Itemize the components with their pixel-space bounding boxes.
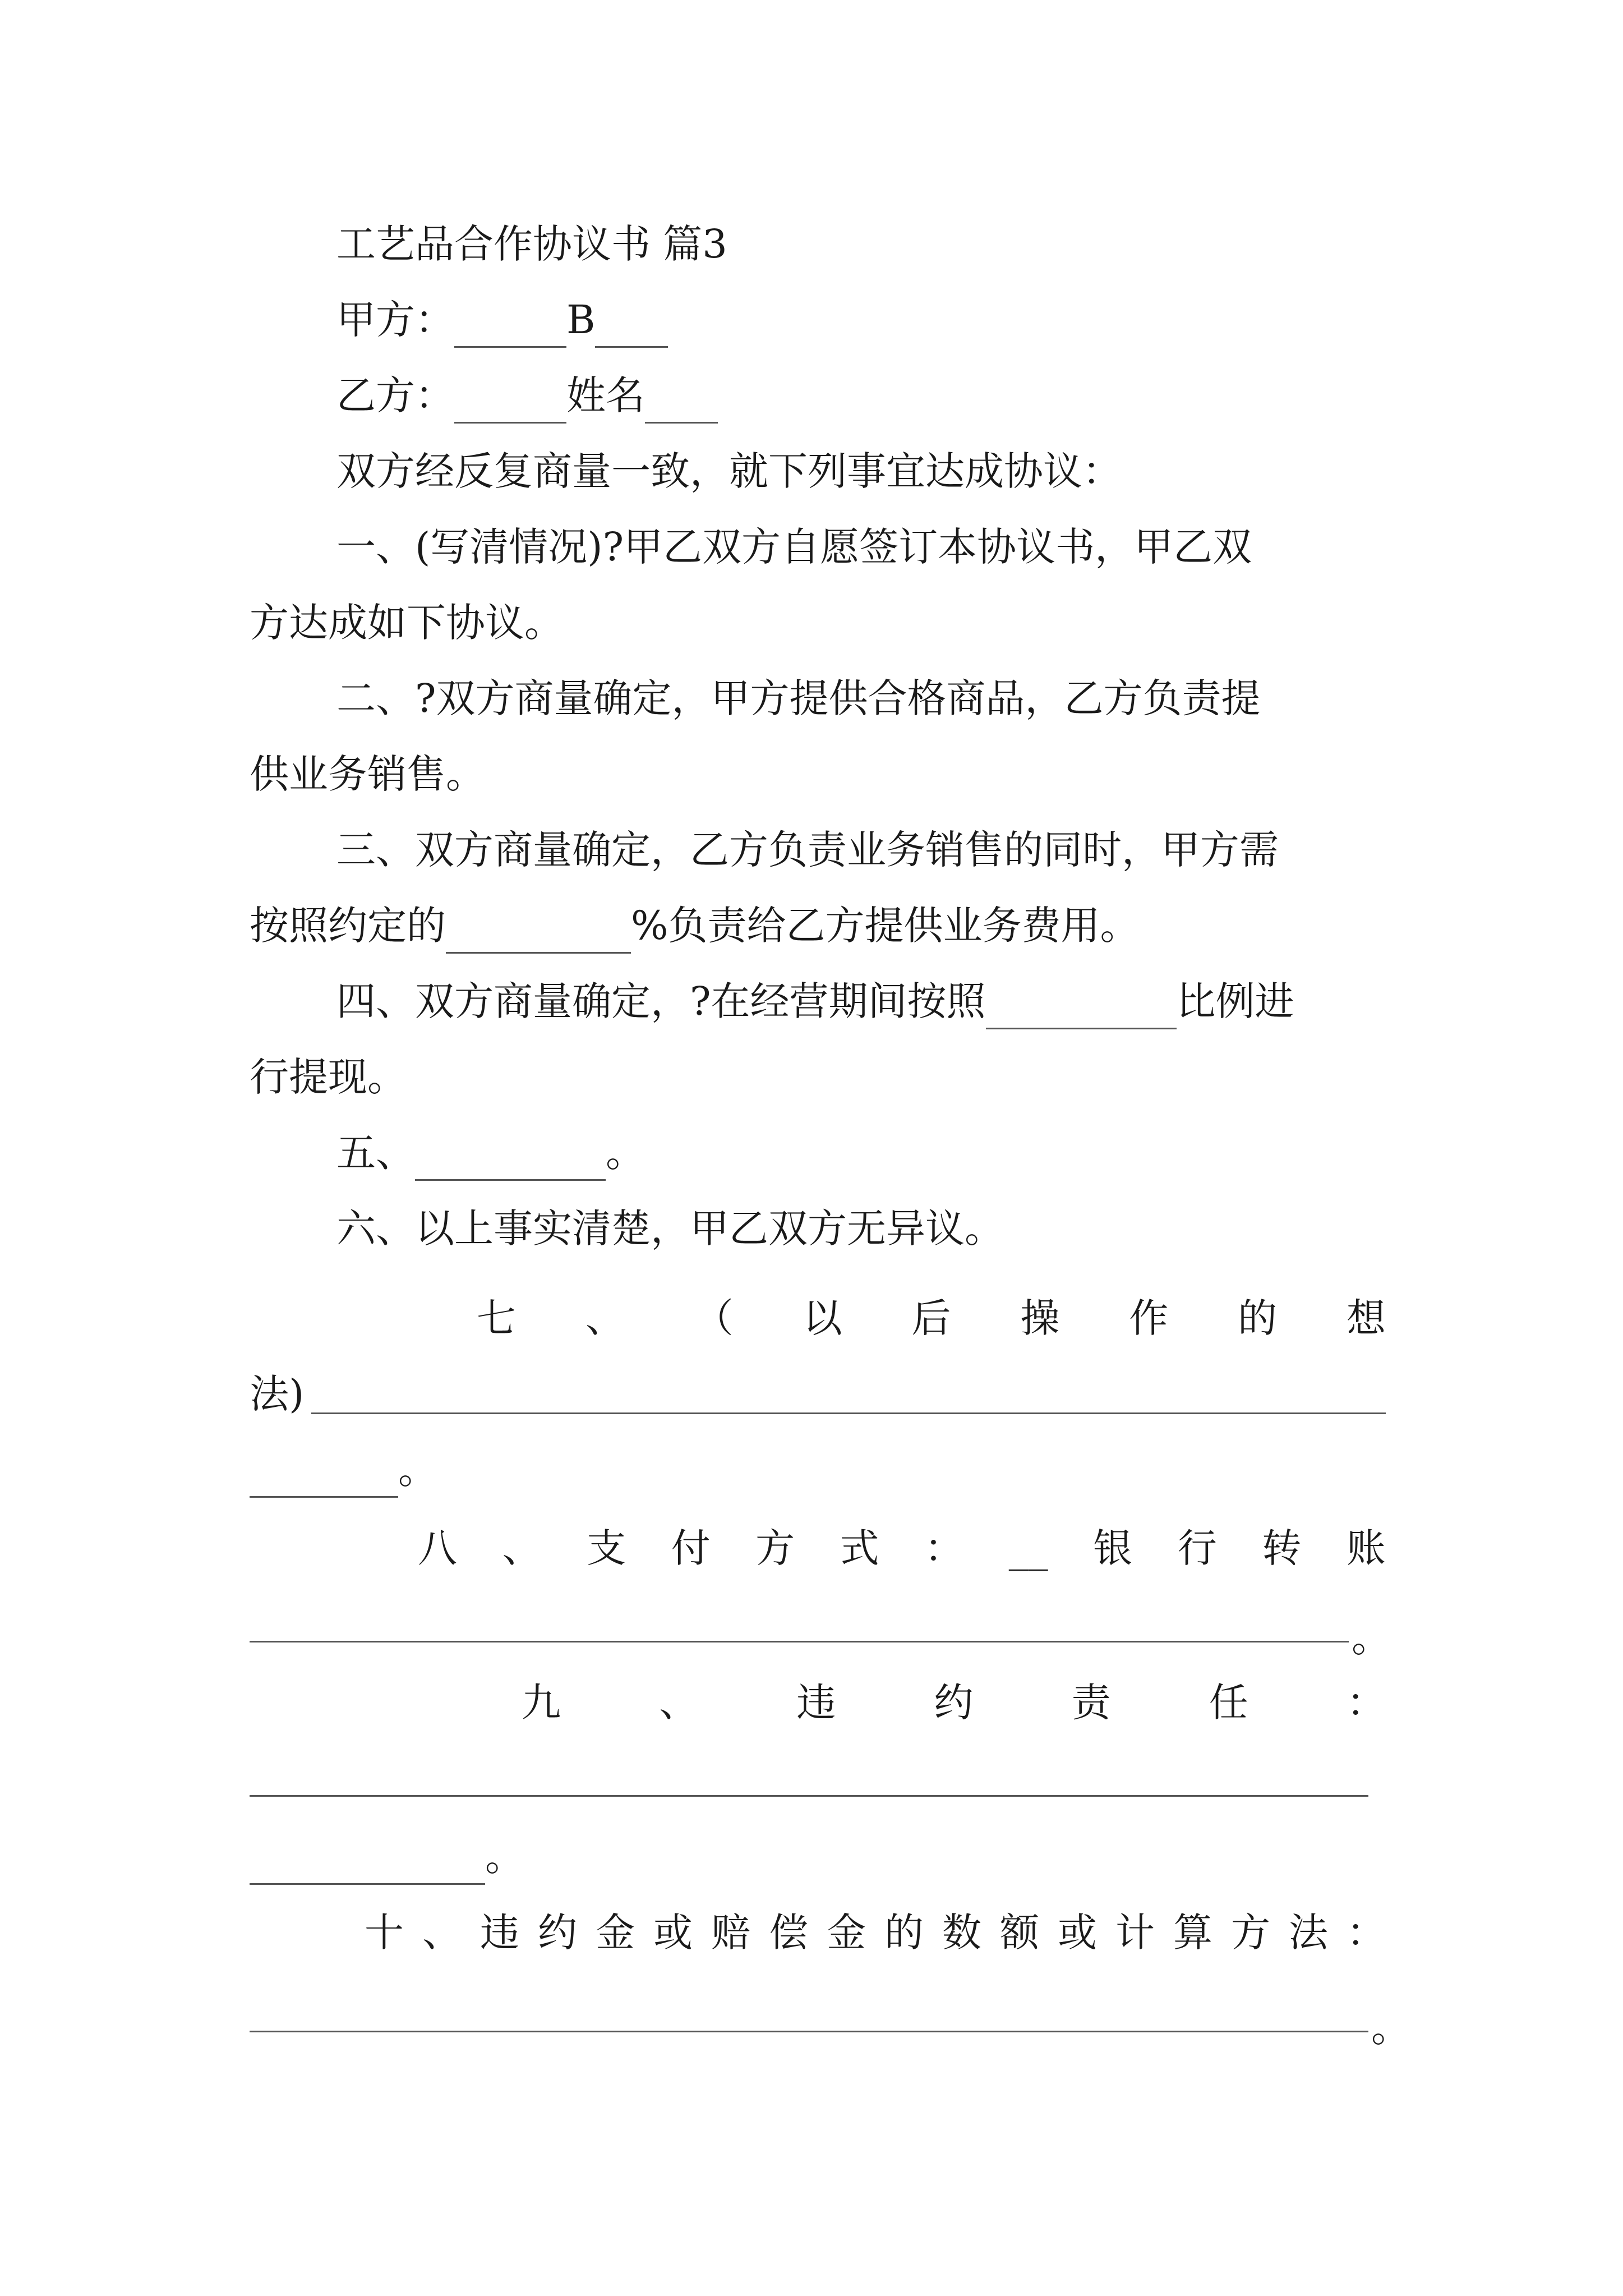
clause-7-blank-2 <box>250 1452 398 1498</box>
clause-8-char: 账 <box>1346 1525 1386 1571</box>
party-a-line <box>336 292 668 348</box>
clause-10-char: 偿 <box>769 1910 808 1955</box>
clause-9-char: 九 <box>522 1680 561 1726</box>
party-a-blank-left <box>454 302 566 348</box>
clause-9-char: 违 <box>796 1680 836 1726</box>
clause-9-blank-line-2 <box>250 1839 485 1885</box>
clause-8-char: 八 <box>418 1525 457 1571</box>
clause-10-char: 方 <box>1231 1910 1270 1955</box>
clause-8-char: 付 <box>671 1525 711 1571</box>
clause-3-line-2 <box>250 898 1140 954</box>
party-a-label: 甲方： <box>336 297 454 343</box>
clause-7-char: 七 <box>477 1295 516 1341</box>
clause-7-char: （ <box>694 1295 734 1341</box>
clause-10-char: 十 <box>365 1910 404 1955</box>
clause-8-blank-line <box>250 1641 1349 1642</box>
clause-2-line-2: 供业务销售。 <box>250 751 485 797</box>
clause-9-char: 约 <box>934 1680 974 1726</box>
clause-5-prefix: 五、 <box>336 1130 415 1176</box>
party-b-blank-left <box>454 378 566 424</box>
clause-8-line-1 <box>418 1520 1386 1576</box>
clause-9-line-3 <box>250 1829 524 1885</box>
clause-3-line-1: 三、双方商量确定，乙方负责业务销售的同时，甲方需 <box>336 827 1279 873</box>
clause-7-char: 后 <box>911 1295 951 1341</box>
clause-7-char: 想 <box>1347 1295 1386 1341</box>
clause-10-char: 额 <box>1000 1910 1039 1955</box>
clause-9-end: 。 <box>485 1834 524 1880</box>
clause-8-char: 支 <box>587 1525 626 1571</box>
clause-7-line-3 <box>250 1442 437 1498</box>
clause-9-char: 任 <box>1209 1680 1248 1726</box>
clause-10-char: 金 <box>827 1910 866 1955</box>
clause-8-char: ： <box>924 1525 964 1571</box>
clause-10-char: 或 <box>653 1910 693 1955</box>
clause-10-char: 数 <box>942 1910 981 1955</box>
clause-7-line-1 <box>477 1290 1386 1346</box>
clause-7-char: 、 <box>585 1295 625 1341</box>
clause-7-end: 。 <box>398 1447 437 1493</box>
clause-10-char: 或 <box>1058 1910 1097 1955</box>
clause-8-blank: __ <box>1008 1525 1048 1571</box>
clause-10-end: 。 <box>1371 2005 1410 2051</box>
clause-5-blank <box>415 1135 606 1181</box>
party-b-blank-right <box>645 378 718 424</box>
clause-7-char: 作 <box>1129 1295 1169 1341</box>
intro-paragraph: 双方经反复商量一致，就下列事宜达成协议： <box>336 448 1122 494</box>
clause-7-char: 的 <box>1238 1295 1278 1341</box>
clause-8-end: 。 <box>1352 1615 1391 1661</box>
clause-3-suffix: %负责给乙方提供业务费用。 <box>631 903 1140 949</box>
clause-10-char: 的 <box>884 1910 924 1955</box>
clause-7-char: 以 <box>803 1295 842 1341</box>
clause-10-char: 计 <box>1115 1910 1155 1955</box>
party-b-value: 姓名 <box>566 372 645 418</box>
clause-9-char: 、 <box>659 1680 699 1726</box>
clause-10-blank-line <box>250 2031 1368 2032</box>
clause-8-char: 、 <box>502 1525 542 1571</box>
clause-9-blank-line-1 <box>250 1795 1368 1797</box>
clause-8-char: 方 <box>755 1525 795 1571</box>
document-title: 工艺品合作协议书 篇3 <box>336 221 727 267</box>
clause-8-char: 行 <box>1177 1525 1217 1571</box>
clause-10-char: 金 <box>596 1910 635 1955</box>
clause-10-char: 约 <box>538 1910 577 1955</box>
clause-6-line: 六、以上事实清楚，甲乙双方无异议。 <box>336 1205 1004 1251</box>
clause-8-char: 银 <box>1093 1525 1133 1571</box>
party-a-blank-right <box>595 302 668 348</box>
clause-7-blank-1 <box>311 1412 1386 1414</box>
clause-3-prefix: 按照约定的 <box>250 903 446 949</box>
party-b-line <box>336 367 718 424</box>
clause-3-percent-blank <box>446 908 631 954</box>
clause-1-line-2: 方达成如下协议。 <box>250 600 564 646</box>
clause-4-suffix: 比例进 <box>1176 978 1294 1024</box>
clause-9-char: ： <box>1346 1680 1386 1726</box>
party-a-value: B <box>566 297 596 343</box>
clause-4-prefix: 四、双方商量确定，?在经营期间按照 <box>336 978 986 1024</box>
clause-10-char: 、 <box>422 1910 462 1955</box>
clause-8-char: 转 <box>1262 1525 1302 1571</box>
clause-2-line-1: 二、?双方商量确定，甲方提供合格商品，乙方负责提 <box>336 675 1261 721</box>
party-b-label: 乙方： <box>336 372 454 418</box>
clause-5-line <box>336 1125 645 1181</box>
clause-4-ratio-blank <box>986 984 1177 1029</box>
clause-7-char: 操 <box>1020 1295 1060 1341</box>
clause-4-line-2: 行提现。 <box>250 1054 407 1100</box>
clause-10-char: 法 <box>1289 1910 1328 1955</box>
clause-10-line-1 <box>365 1904 1386 1961</box>
clause-9-char: 责 <box>1071 1680 1111 1726</box>
clause-7-line-2: 法) <box>250 1371 305 1417</box>
clause-10-char: ： <box>1347 1910 1386 1955</box>
clause-10-char: 算 <box>1173 1910 1212 1955</box>
clause-10-char: 赔 <box>711 1910 750 1955</box>
clause-9-line-1 <box>522 1674 1386 1731</box>
clause-10-char: 违 <box>480 1910 519 1955</box>
clause-1-line-1: 一、(写清情况)?甲乙双方自愿签订本协议书，甲乙双 <box>336 524 1252 570</box>
clause-5-end: 。 <box>606 1130 645 1176</box>
clause-4-line-1 <box>336 973 1294 1029</box>
clause-8-char: 式 <box>840 1525 879 1571</box>
